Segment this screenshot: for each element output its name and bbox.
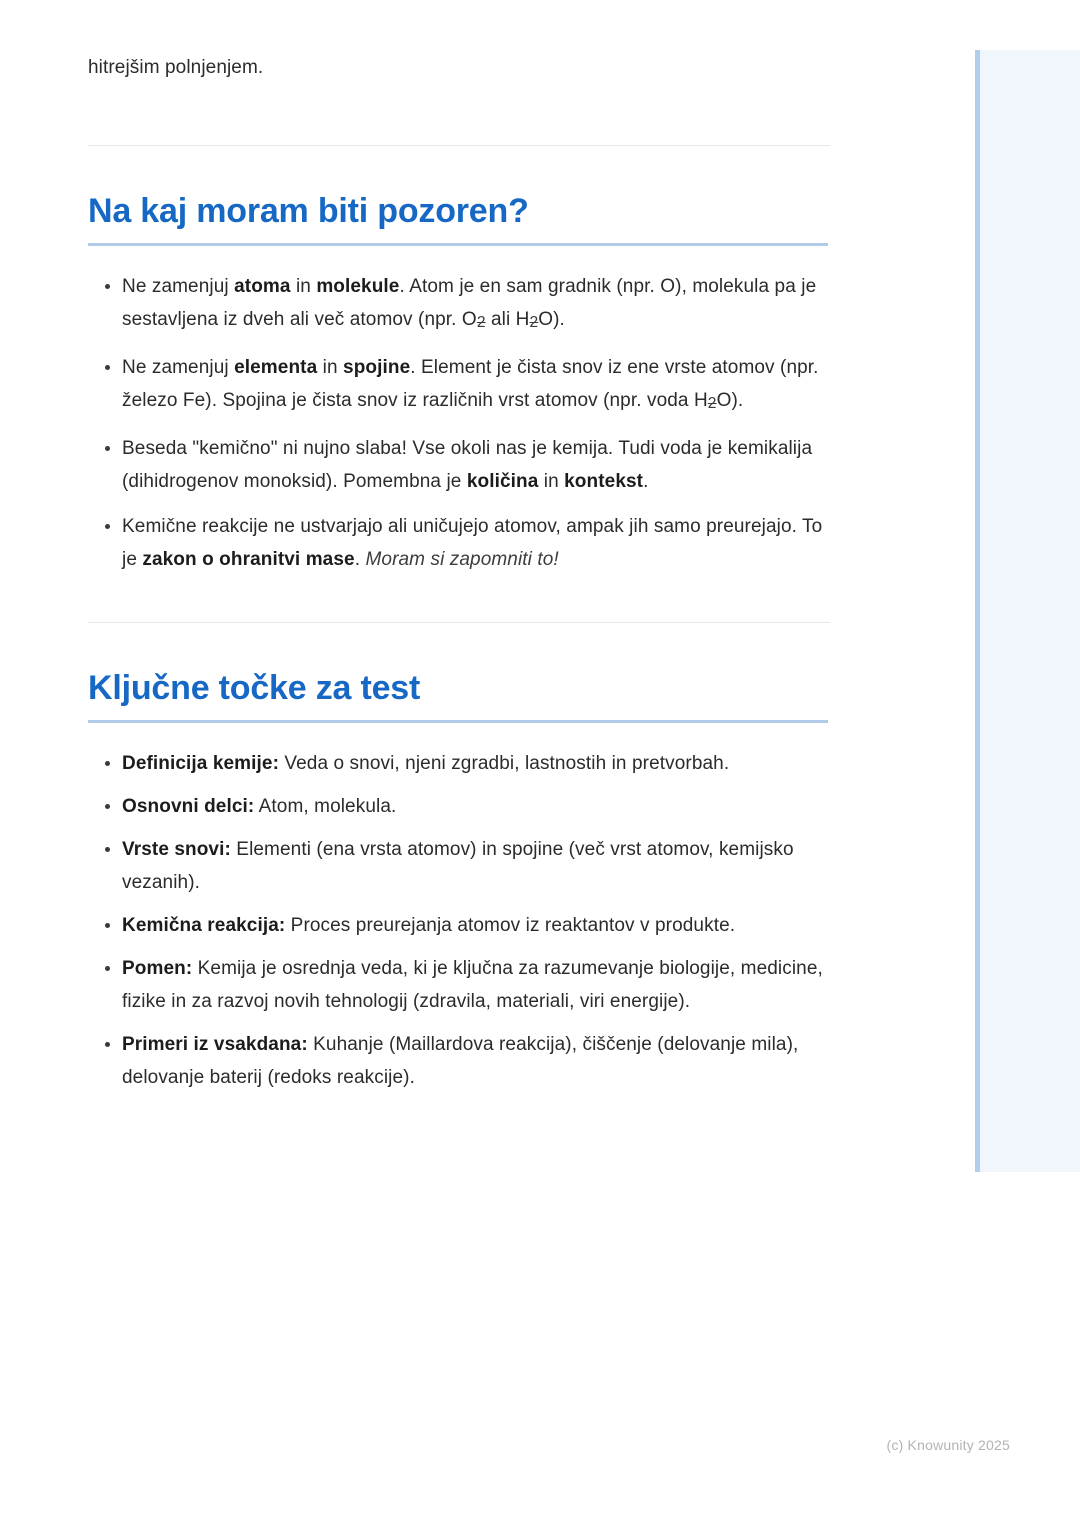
- bullet-list-kljucne-tocke: [88, 723, 830, 1094]
- text-run: Kemija je osrednja veda, ki je ključna za razumevanje biologije, medicine, fizike in za razvoj novih tehnologij (zdravila, materiali, viri energije).: [122, 957, 823, 1012]
- text-run: . Atom je en sam gradnik (npr. O), molekula pa je sestavljena iz dveh ali več atomov (npr. O: [122, 276, 817, 330]
- bullet-list-pozoren: [88, 246, 830, 576]
- page-title: Na kaj moram biti pozoren?: [88, 192, 529, 230]
- list-item: [88, 790, 830, 823]
- list-item: [88, 747, 830, 780]
- subscript: 2: [707, 394, 717, 412]
- list-item: [88, 432, 830, 498]
- document-page: [88, 0, 830, 1104]
- list-item: [88, 270, 830, 339]
- text-run: .: [354, 548, 366, 570]
- section-na-kaj-moram-biti-pozoren: [88, 146, 830, 576]
- page-title: Ključne točke za test: [88, 668, 421, 707]
- text-run: Beseda "kemično" ni nujno slaba! Vse okoli nas je kemija. Tudi voda je kemikalija (dihidrogenov monoksid). Pomembna je: [122, 437, 813, 492]
- section-kljucne-tocke-za-test: [88, 623, 830, 1094]
- subscript: 2: [476, 313, 486, 331]
- bold-term: Kemična reakcija:: [122, 914, 286, 936]
- text-run: Veda o snovi, njeni zgradbi, lastnostih in pretvorbah.: [279, 752, 730, 774]
- subscript: 2: [529, 313, 539, 331]
- bold-term: Osnovni delci:: [122, 795, 255, 817]
- bold-term: Vrste snovi:: [122, 838, 231, 860]
- list-item: [88, 510, 830, 576]
- list-item: [88, 351, 830, 420]
- text-run: Kuhanje (Maillardova reakcija), čiščenje (delovanje mila), delovanje baterij (redoks reakcije).: [122, 1033, 799, 1088]
- list-item: [88, 833, 830, 899]
- text-run: . Element je čista snov iz ene vrste atomov (npr. železo Fe). Spojina je čista snov iz različnih vrst atomov (npr. voda H: [122, 356, 819, 411]
- text-run: Atom, molekula.: [254, 795, 397, 817]
- bold-term: Primeri iz vsakdana:: [122, 1033, 308, 1055]
- bold-term: zakon o ohranitvi mase: [142, 548, 355, 570]
- bold-term: spojine: [343, 356, 411, 378]
- section-heading-wrap: [88, 146, 830, 246]
- list-item: [88, 909, 830, 942]
- section-heading-wrap: [88, 623, 830, 723]
- list-item: [88, 1028, 830, 1094]
- text-run: Kemične reakcije ne ustvarjajo ali uničujejo atomov, ampak jih samo preurejajo. To je: [122, 515, 823, 570]
- copyright-footer: (c) Knowunity 2025: [886, 1437, 1010, 1453]
- bold-term: atoma: [234, 276, 291, 297]
- bold-term: Definicija kemije:: [122, 752, 280, 774]
- text-run: .: [643, 470, 649, 492]
- text-run: Proces preurejanja atomov iz reaktantov v produkte.: [285, 914, 736, 936]
- text-run: Ne zamenjuj: [122, 276, 235, 297]
- continued-paragraph: hitrejšim polnjenjem.: [88, 57, 264, 78]
- italic-note: Moram si zapomniti to!: [365, 548, 559, 570]
- text-run: ali H: [485, 309, 530, 330]
- bold-term: kontekst: [564, 470, 644, 492]
- text-run: O).: [538, 309, 565, 330]
- list-item: [88, 952, 830, 1018]
- bold-term: molekule: [316, 276, 400, 297]
- text-run: O).: [716, 389, 744, 411]
- bold-term: elementa: [234, 356, 318, 378]
- bold-term: količina: [466, 470, 539, 492]
- text-run: in: [538, 470, 565, 492]
- side-accent-panel: [975, 50, 1080, 1172]
- text-run: in: [317, 356, 344, 378]
- bold-term: Pomen:: [122, 957, 193, 979]
- text-run: in: [290, 276, 317, 297]
- text-run: Elementi (ena vrsta atomov) in spojine (več vrst atomov, kemijsko vezanih).: [122, 838, 794, 893]
- text-run: Ne zamenjuj: [122, 356, 235, 378]
